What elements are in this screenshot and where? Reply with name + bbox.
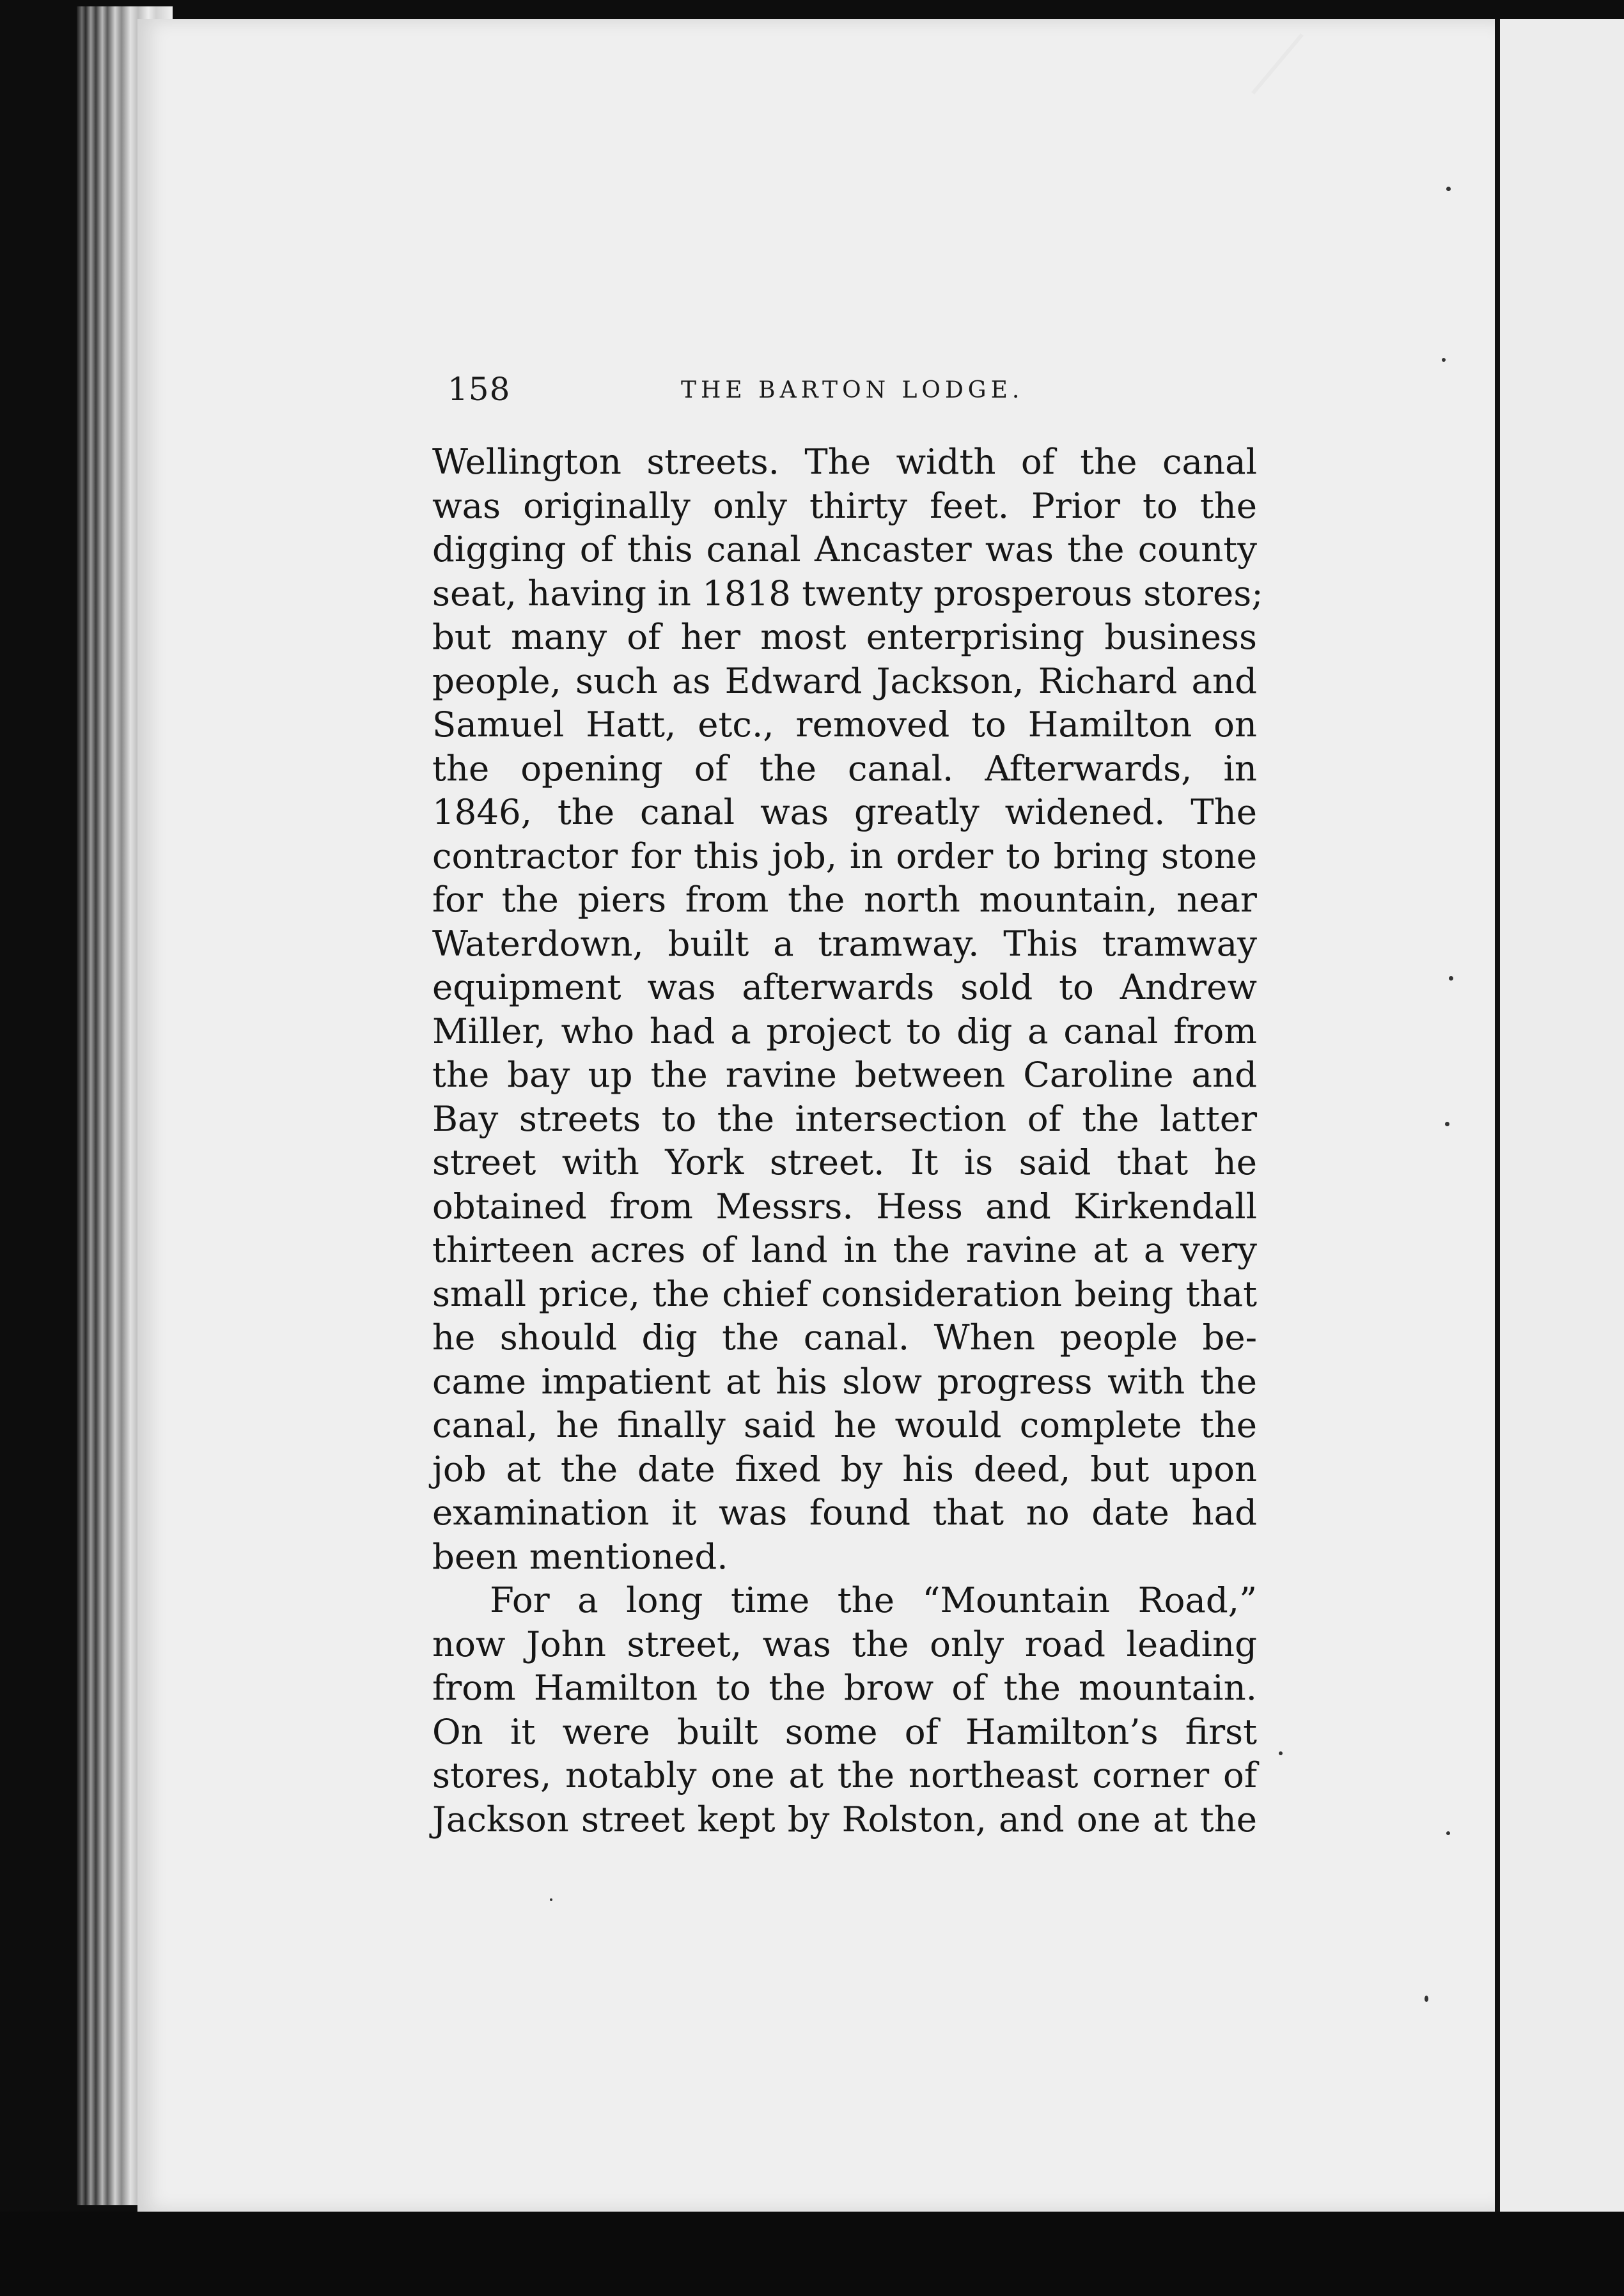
text-line: Bay streets to the intersection of the latter [432,1098,1257,1139]
text-line: canal, he finally said he would complete the [432,1404,1257,1445]
text-line: but many of her most enterprising business [432,616,1257,657]
text-line: small price, the chief consideration being that [432,1273,1257,1314]
paragraph [432,440,1263,1578]
scan-speck [1425,1996,1428,2002]
body-text [432,440,1263,1841]
facing-page-edge [1500,19,1624,2212]
text-line: equipment was afterwards sold to Andrew [432,966,1257,1007]
text-line: Samuel Hatt, etc., removed to Hamilton on [432,704,1257,745]
text-line: Miller, who had a project to dig a canal from [432,1010,1257,1051]
text-line: examination it was found that no date had [432,1492,1257,1533]
scan-speck [1279,1751,1283,1755]
scan-speck [1445,1122,1449,1126]
text-line: seat, having in 1818 twenty prosperous stores; [432,572,1263,614]
text-line: Jackson street kept by Rolston, and one at the [432,1798,1257,1840]
running-head: THE BARTON LODGE. [681,377,1024,403]
text-line: Waterdown, built a tramway. This tramway [432,922,1257,964]
text-line: came impatient at his slow progress with the [432,1360,1257,1402]
text-line: he should dig the canal. When people be- [432,1317,1257,1358]
text-line: from Hamilton to the brow of the mountain. [432,1667,1257,1708]
text-line: been mentioned. [432,1535,728,1577]
scan-speck [550,1898,552,1901]
gutter [1495,19,1500,2212]
text-line: the bay up the ravine between Caroline and [432,1054,1257,1095]
text-line: Wellington streets. The width of the canal [432,441,1257,482]
text-line: now John street, was the only road leading [432,1623,1257,1664]
text-line: stores, notably one at the northeast corner of [432,1755,1257,1796]
text-line: was originally only thirty feet. Prior to the [432,485,1257,526]
text-line: For a long time the “Mountain Road,” [490,1579,1257,1620]
text-line: contractor for this job, in order to bring stone [432,835,1257,876]
scan-speck [1449,976,1453,981]
text-line: thirteen acres of land in the ravine at a very [432,1229,1257,1270]
paragraph [432,1578,1257,1841]
text-line: obtained from Messrs. Hess and Kirkendall [432,1185,1257,1227]
text-line: the opening of the canal. Afterwards, in [432,747,1257,789]
text-line: 1846, the canal was greatly widened. The [432,791,1257,832]
text-line: digging of this canal Ancaster was the county [432,529,1257,570]
scan-speck [1442,358,1446,362]
scan-speck [1446,187,1451,191]
text-line: On it were built some of Hamilton’s first [432,1710,1257,1752]
page-number: 158 [448,371,511,408]
text-line: for the piers from the north mountain, near [432,879,1257,920]
scan-speck [1446,1831,1450,1835]
text-line: people, such as Edward Jackson, Richard and [432,660,1257,701]
text-line: street with York street. It is said that he [432,1142,1257,1183]
text-line: job at the date fixed by his deed, but upon [432,1448,1257,1489]
page-header [448,371,1260,409]
scan-background [0,2212,1624,2296]
